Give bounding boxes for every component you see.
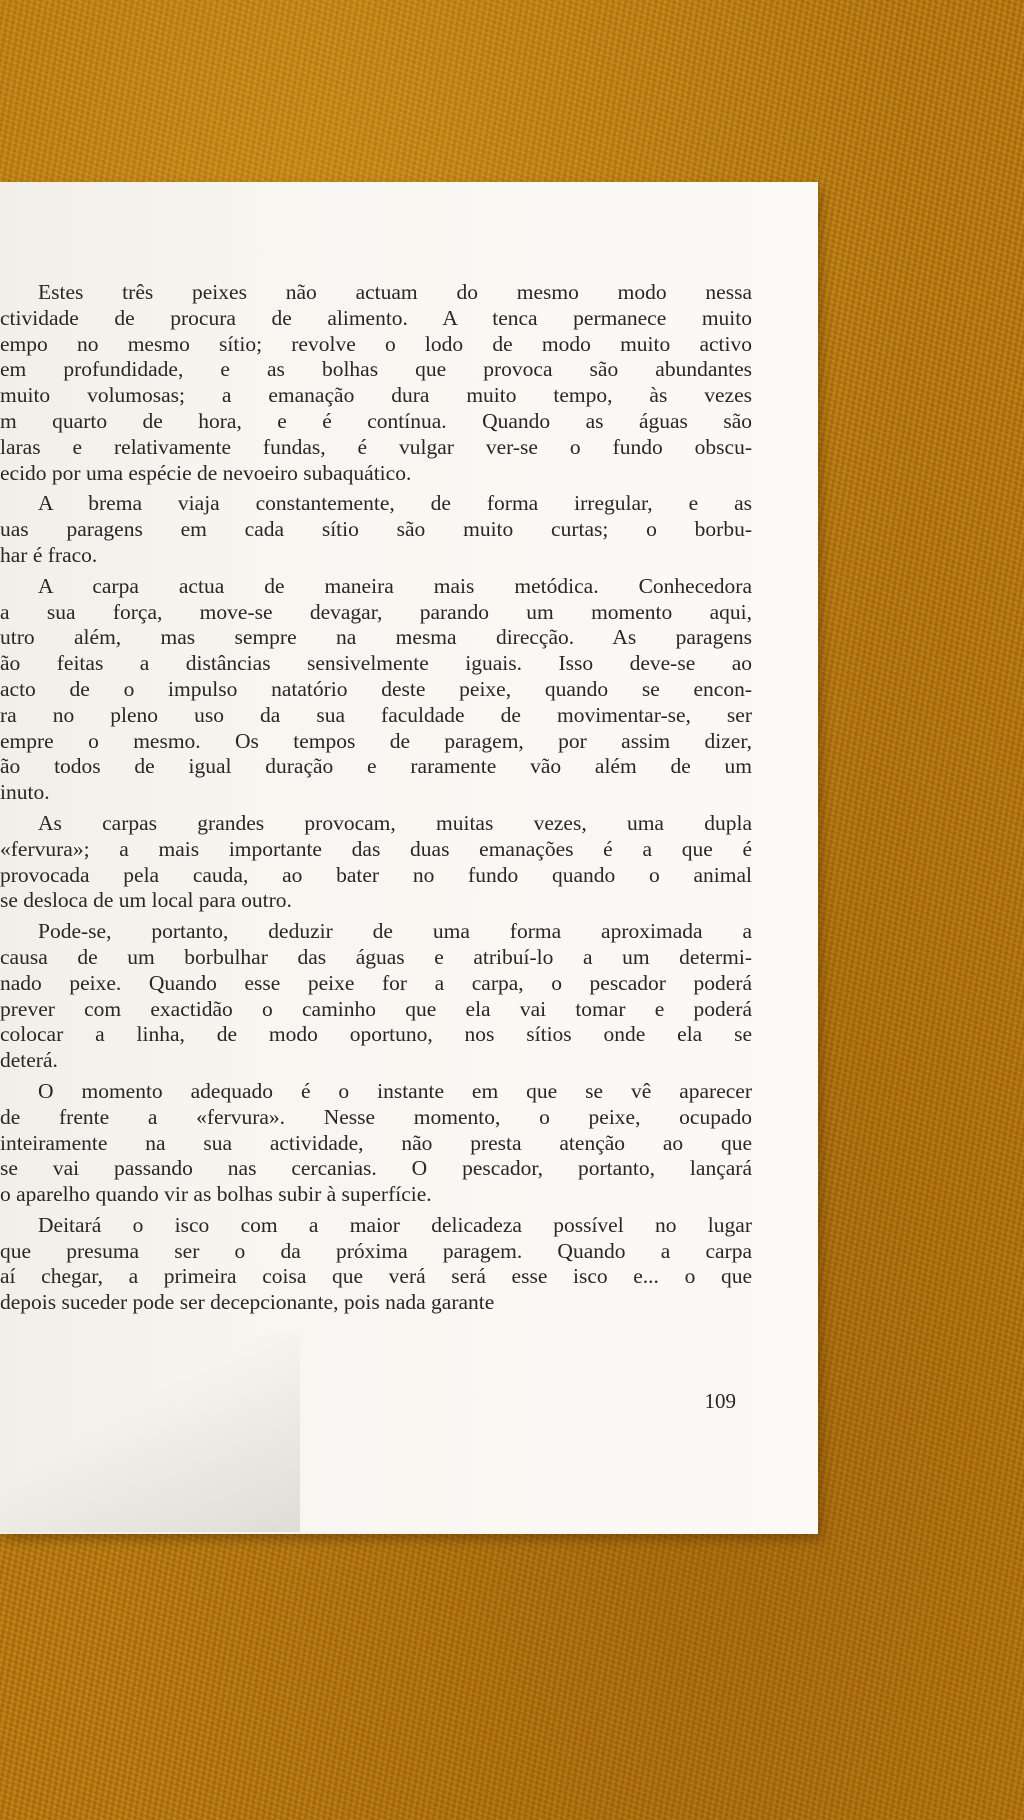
text-line: ctividade de procura de alimento. A tenca permanece muito <box>0 305 752 330</box>
text-line: ra no pleno uso da sua faculdade de movimentar-se, ser <box>0 702 752 727</box>
text-line: Deitará o isco com a maior delicadeza possível no lugar <box>38 1212 752 1237</box>
text-line: muito volumosas; a emanação dura muito tempo, às vezes <box>0 383 752 408</box>
text-line: inteiramente na sua actividade, não presta atenção ao que <box>0 1130 752 1155</box>
text-line: ecido por uma espécie de nevoeiro subaquático. <box>0 460 412 485</box>
paragraph <box>0 574 752 806</box>
text-line: ão todos de igual duração e raramente vão além de um <box>0 754 752 779</box>
text-line: A brema viaja constantemente, de forma irregular, e as <box>38 491 752 516</box>
page-shadow <box>0 1332 300 1532</box>
text-line: provocada pela cauda, ao bater no fundo quando o animal <box>0 862 752 887</box>
book-page <box>0 182 818 1534</box>
text-line: nado peixe. Quando esse peixe for a carpa, o pescador poderá <box>0 970 752 995</box>
text-line: se desloca de um local para outro. <box>0 888 292 913</box>
text-line: acto de o impulso natatório deste peixe, quando se encon- <box>0 676 752 701</box>
text-line: prever com exactidão o caminho que ela vai tomar e poderá <box>0 996 752 1021</box>
paragraph <box>0 1079 752 1208</box>
paragraph <box>0 280 752 486</box>
text-line: «fervura»; a mais importante das duas emanações é a que é <box>0 836 752 861</box>
text-line: har é fraco. <box>0 542 98 567</box>
text-line: se vai passando nas cercanias. O pescador, portanto, lançará <box>0 1156 752 1181</box>
text-line: A carpa actua de maneira mais metódica. Conhecedora <box>38 573 752 598</box>
text-line: de frente a «fervura». Nesse momento, o peixe, ocupado <box>0 1104 752 1129</box>
page-body-text <box>0 280 752 1321</box>
paragraph <box>0 1213 752 1316</box>
text-line: colocar a linha, de modo oportuno, nos sítios onde ela se <box>0 1022 752 1047</box>
text-line: O momento adequado é o instante em que se vê aparecer <box>38 1078 752 1103</box>
text-line: ão feitas a distâncias sensivelmente iguais. Isso deve-se ao <box>0 651 752 676</box>
text-line: empo no mesmo sítio; revolve o lodo de modo muito activo <box>0 331 752 356</box>
text-line: As carpas grandes provocam, muitas vezes, uma dupla <box>38 810 752 835</box>
paragraph <box>0 811 752 914</box>
text-line: causa de um borbulhar das águas e atribuí-lo a um determi- <box>0 944 752 969</box>
text-line: empre o mesmo. Os tempos de paragem, por assim dizer, <box>0 728 752 753</box>
text-line: em profundidade, e as bolhas que provoca são abundantes <box>0 357 752 382</box>
paragraph <box>0 491 752 568</box>
text-line: m quarto de hora, e é contínua. Quando as águas são <box>0 408 752 433</box>
text-line: que presuma ser o da próxima paragem. Quando a carpa <box>0 1238 752 1263</box>
text-line: Estes três peixes não actuam do mesmo modo nessa <box>38 280 752 304</box>
page-number: 109 <box>704 1389 736 1413</box>
text-line: laras e relativamente fundas, é vulgar ver-se o fundo obscu- <box>0 434 752 459</box>
text-line: inuto. <box>0 780 50 805</box>
text-line: aí chegar, a primeira coisa que verá será esse isco e... o que <box>0 1264 752 1289</box>
text-line: a sua força, move-se devagar, parando um momento aqui, <box>0 599 752 624</box>
text-line: uas paragens em cada sítio são muito curtas; o borbu- <box>0 517 752 542</box>
paragraph <box>0 919 752 1074</box>
text-line: Pode-se, portanto, deduzir de uma forma aproximada a <box>38 919 752 944</box>
text-line: depois suceder pode ser decepcionante, pois nada garante <box>0 1290 495 1315</box>
text-line: utro além, mas sempre na mesma direcção. As paragens <box>0 625 752 650</box>
text-line: o aparelho quando vir as bolhas subir à superfície. <box>0 1182 432 1207</box>
text-line: deterá. <box>0 1048 58 1073</box>
